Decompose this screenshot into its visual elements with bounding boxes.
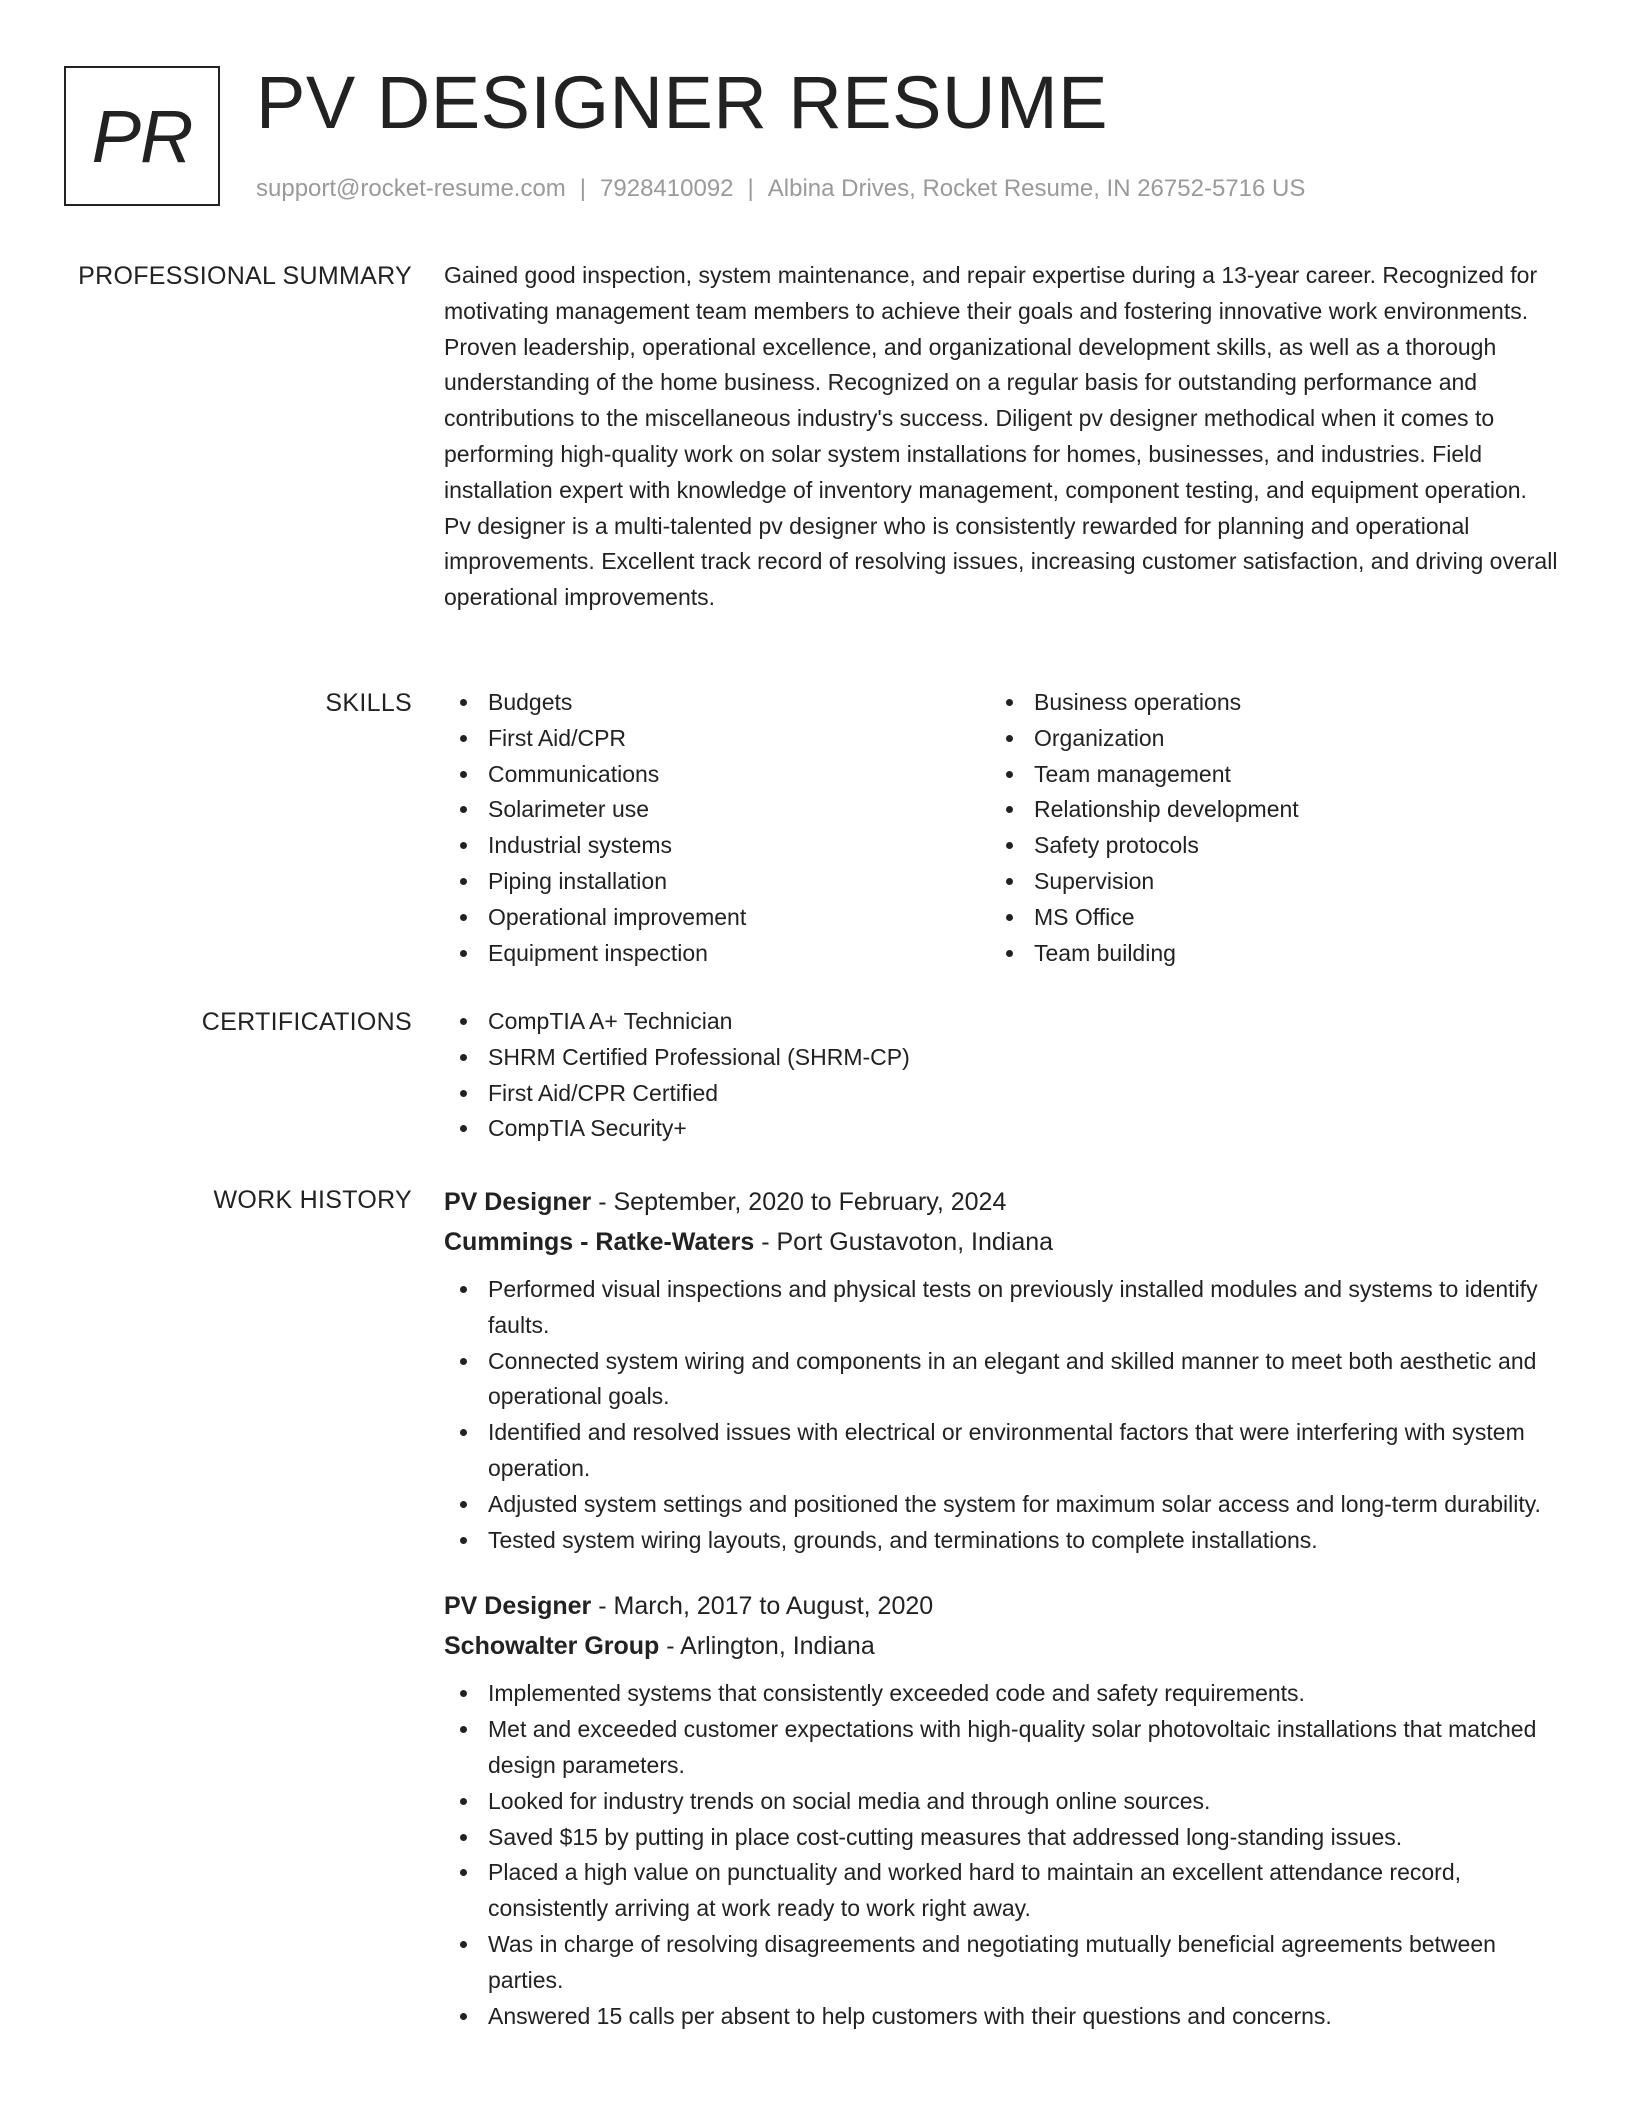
job-bullet: Saved $15 by putting in place cost-cutting measures that addressed long-standing issues. [444,1820,1560,1856]
contact-separator: | [747,175,754,202]
monogram-initials: PR [91,94,193,178]
certifications-list [444,1004,1560,1147]
job-dates: - March, 2017 to August, 2020 [591,1592,934,1621]
summary-label: PROFESSIONAL SUMMARY [78,262,412,290]
skill-item: Business operations [990,685,1536,721]
resume-title: PV DESIGNER RESUME [256,61,1108,144]
contact-line [256,174,1305,204]
job-entry [444,1586,1560,2034]
job-bullets [444,1272,1560,1558]
job-company-line [444,1626,1560,1666]
skill-item: Organization [990,721,1536,757]
certification-item: SHRM Certified Professional (SHRM-CP) [444,1040,1560,1076]
job-bullet: Implemented systems that consistently exceeded code and safety requirements. [444,1676,1560,1712]
work-history-label: WORK HISTORY [213,1186,412,1214]
skill-item: Solarimeter use [444,792,990,828]
skill-item: Communications [444,757,990,793]
contact-separator: | [579,175,587,202]
skill-item: Team building [990,936,1536,972]
skills-list-left [444,685,990,971]
skill-item: Relationship development [990,792,1536,828]
job-title: PV Designer [444,1188,592,1216]
skill-item: Budgets [444,685,990,721]
job-bullet: Adjusted system settings and positioned the system for maximum solar access and long-term durability. [444,1487,1560,1523]
job-bullet: Met and exceeded customer expectations with high-quality solar photovoltaic installations that matched design parameters. [444,1712,1560,1784]
skill-item: Piping installation [444,864,990,900]
job-bullet: Tested system wiring layouts, grounds, and terminations to complete installations. [444,1523,1560,1559]
job-bullet: Was in charge of resolving disagreements and negotiating mutually beneficial agreements between parties. [444,1927,1560,1999]
skill-item: Operational improvement [444,900,990,936]
skill-item: Industrial systems [444,828,990,864]
work-history-body [444,1182,1560,2034]
summary-body [444,258,1560,616]
certifications-body [444,1004,1560,1147]
skill-item: First Aid/CPR [444,721,990,757]
contact-address: Albina Drives, Rocket Resume, IN 26752-5716 US [767,175,1306,202]
monogram-logo [64,66,220,206]
job-bullet: Connected system wiring and components in an elegant and skilled manner to meet both aesthetic and operational goals. [444,1344,1560,1416]
skills-columns [444,685,1560,971]
job-location: - Port Gustavoton, Indiana [754,1228,1054,1256]
skills-list-right [990,685,1536,971]
job-company-line [444,1222,1560,1262]
certifications-label: CERTIFICATIONS [201,1008,412,1036]
job-location: - Arlington, Indiana [659,1632,875,1661]
job-bullet: Performed visual inspections and physical tests on previously installed modules and systems to identify faults. [444,1272,1560,1344]
skill-item: Team management [990,757,1536,793]
job-bullet: Answered 15 calls per absent to help customers with their questions and concerns. [444,1999,1560,2035]
job-title-line [444,1586,1560,1626]
skill-item: Safety protocols [990,828,1536,864]
job-entry [444,1182,1560,1558]
job-company: Cummings - Ratke-Waters [444,1228,755,1256]
skill-item: Supervision [990,864,1536,900]
job-bullet: Placed a high value on punctuality and worked hard to maintain an excellent attendance record, consistently arriving at work ready to work right away. [444,1855,1560,1927]
contact-phone[interactable]: 7928410092 [600,175,734,202]
certification-item: First Aid/CPR Certified [444,1076,1560,1112]
job-title-line [444,1182,1560,1222]
skill-item: Equipment inspection [444,936,990,972]
job-bullet: Identified and resolved issues with electrical or environmental factors that were interfering with system operation. [444,1415,1560,1487]
certification-item: CompTIA Security+ [444,1111,1560,1147]
summary-text: Gained good inspection, system maintenance, and repair expertise during a 13-year career. Recognized for motivating management team members to achieve their goals and fostering innovative work environments. Proven leadership, operational excellence, and organizational development skills, as well as a thorough understanding of the home business. Recognized on a regular basis for outstanding performance and contributions to the miscellaneous industry's success. Diligent pv designer methodical when it comes to performing high-quality work on solar system installations for homes, businesses, and industries. Field installation expert with knowledge of inventory management, component testing, and equipment operation. Pv designer is a multi-talented pv designer who is consistently rewarded for planning and operational improvements. Excellent track record of resolving issues, increasing customer satisfaction, and driving overall operational improvements. [444,262,1558,611]
skills-label: SKILLS [325,689,412,717]
job-bullet: Looked for industry trends on social media and through online sources. [444,1784,1560,1820]
skill-item: MS Office [990,900,1536,936]
job-title: PV Designer [444,1592,592,1621]
job-bullets [444,1676,1560,2034]
job-company: Schowalter Group [444,1632,660,1661]
certification-item: CompTIA A+ Technician [444,1004,1560,1040]
contact-email[interactable]: support@rocket-resume.com [256,175,566,202]
job-dates: - September, 2020 to February, 2024 [591,1188,1007,1216]
